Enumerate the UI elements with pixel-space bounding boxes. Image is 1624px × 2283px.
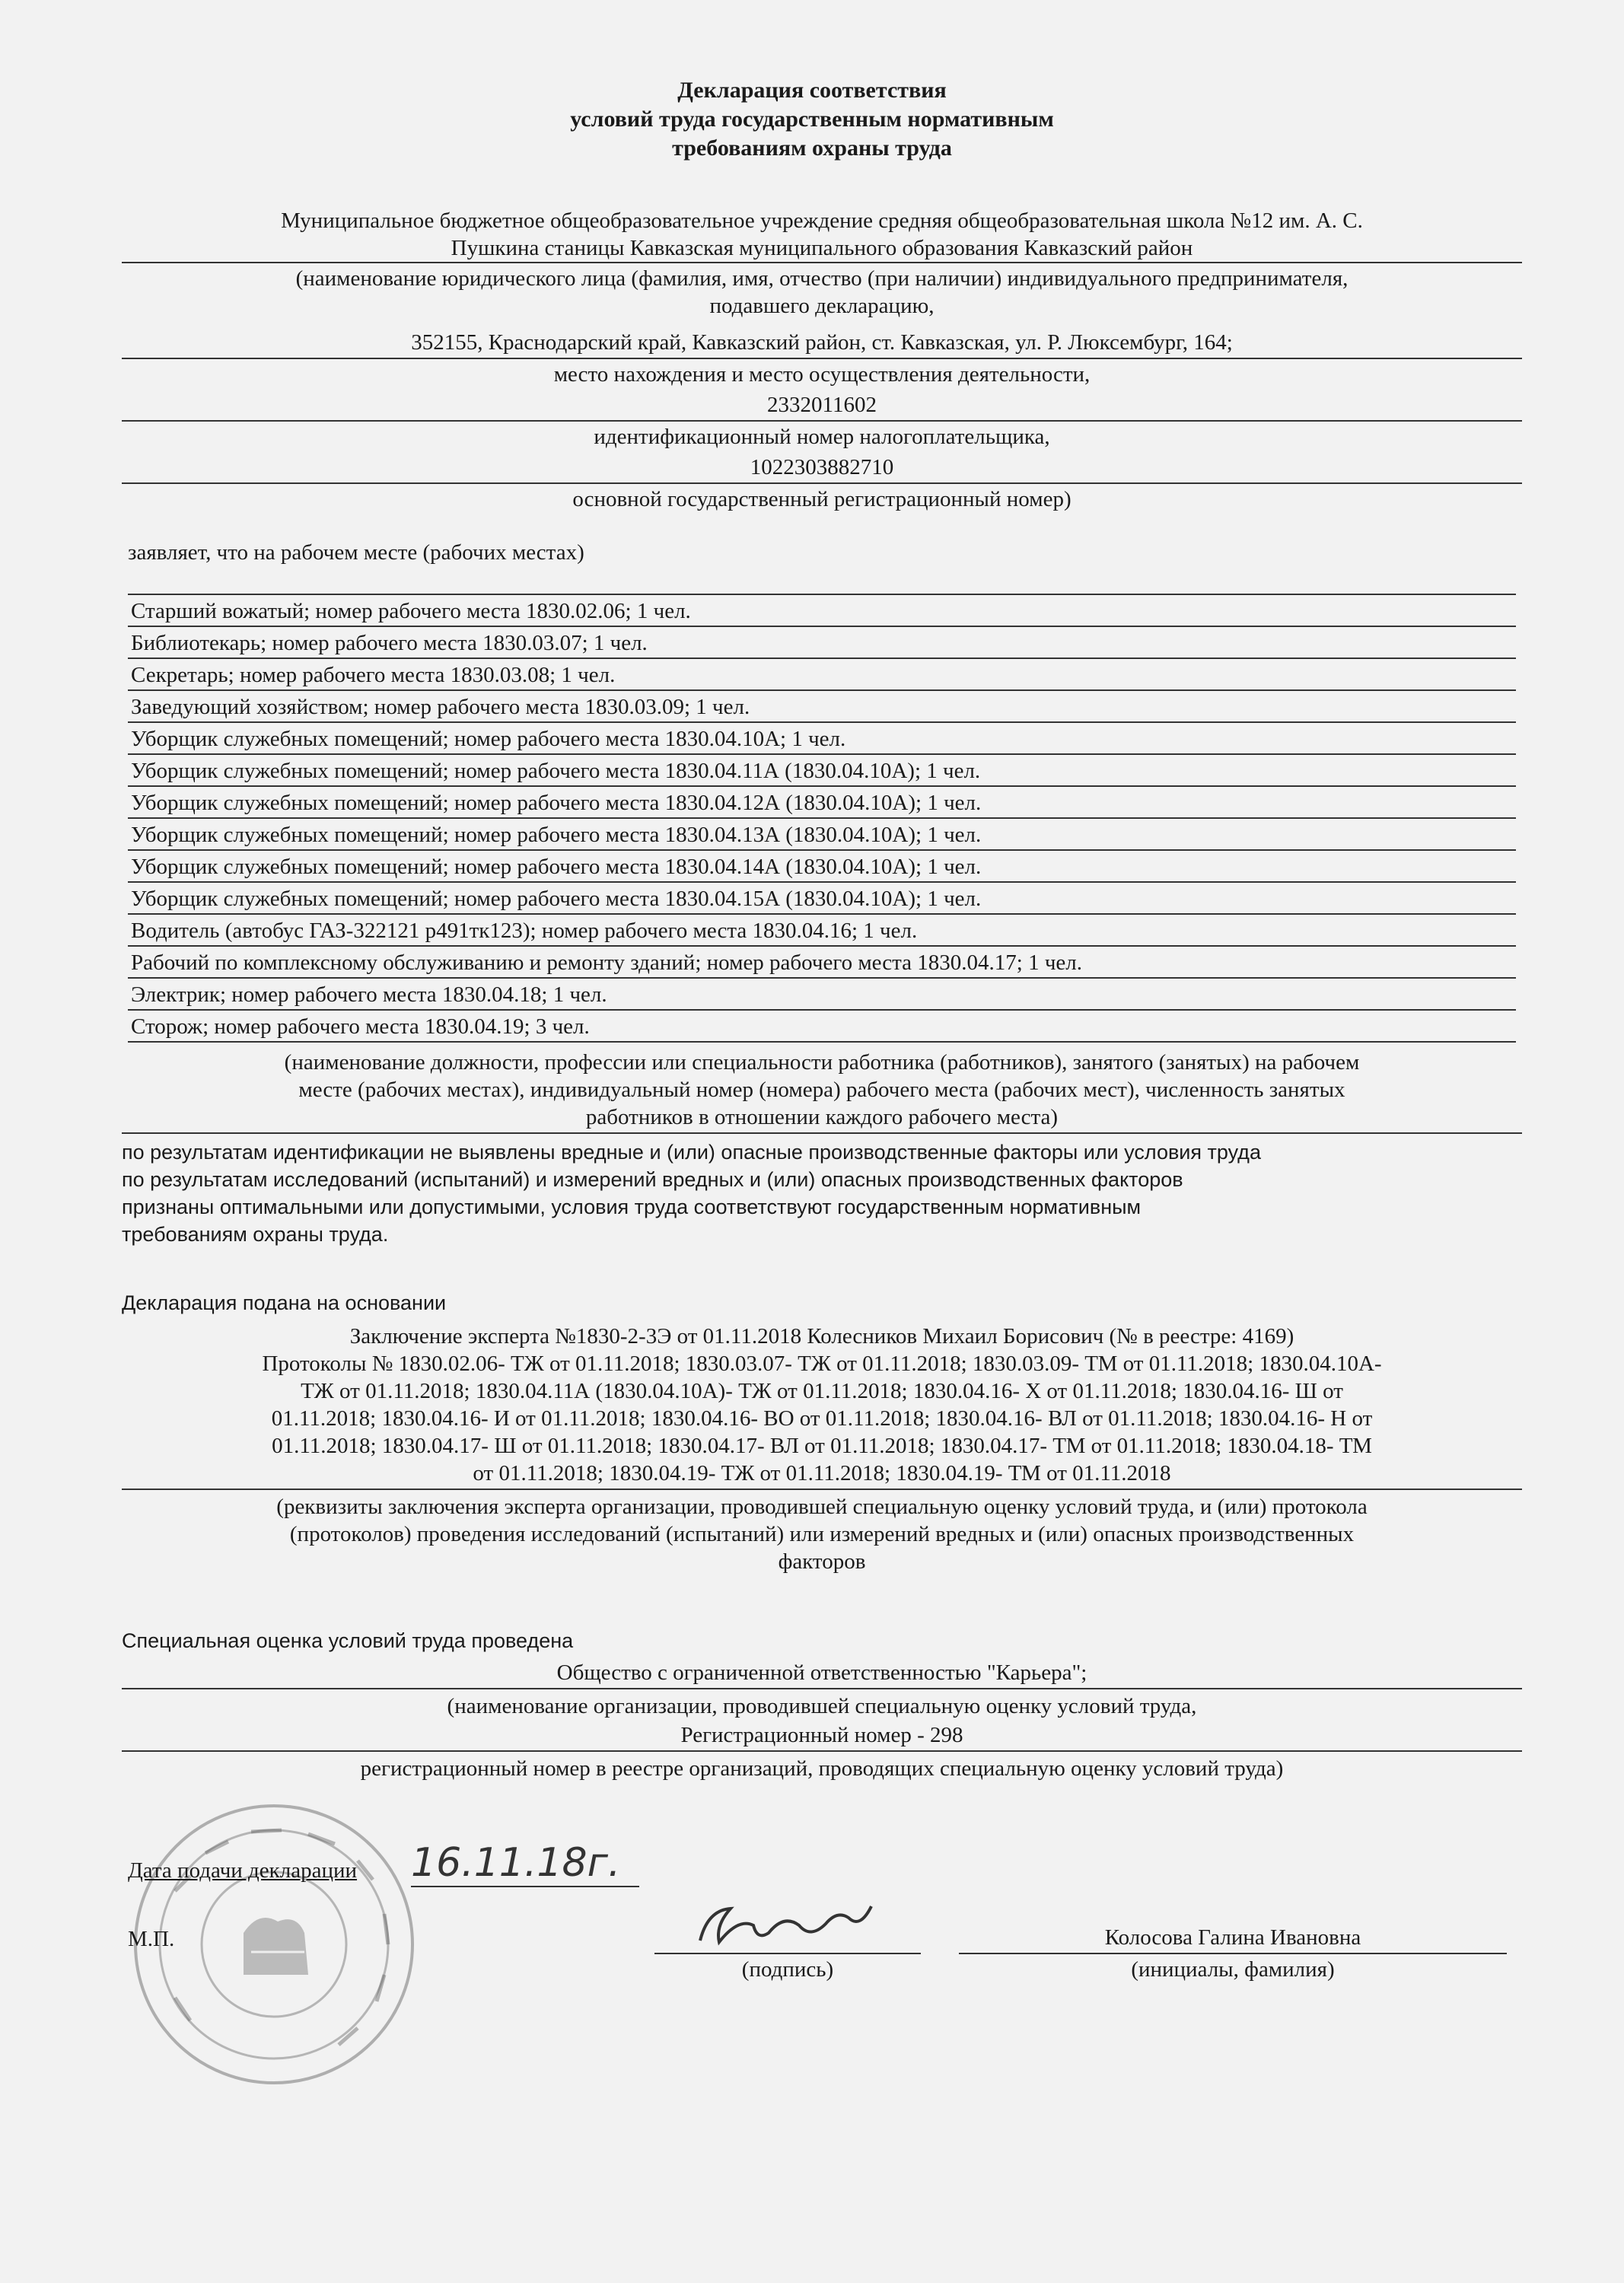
org-ogrn-caption: основной государственный регистрационный номер) (572, 487, 1072, 511)
basis-heading: Декларация подана на основании (122, 1291, 447, 1314)
org-ogrn: 1022303882710 (750, 455, 894, 479)
workplaces-caption-1: (наименование должности, профессии или специальности работника (работников), занятого (занятых) на рабочем (284, 1050, 1360, 1075)
workplace-row: Старший вожатый; номер рабочего места 1830.02.06; 1 чел. (128, 595, 1516, 627)
workplace-row: Сторож; номер рабочего места 1830.04.19; 3 чел. (128, 1011, 1516, 1043)
workplace-row: Уборщик служебных помещений; номер рабочего места 1830.04.11А (1830.04.10А); 1 чел. (128, 755, 1516, 787)
title-line-3: требованиям охраны труда (672, 135, 952, 161)
divider (122, 1688, 1522, 1689)
result-line-1: по результатам идентификации не выявлены вредные и (или) опасные производственные факторы или условия труда (122, 1141, 1261, 1164)
signer-name-caption: (инициалы, фамилия) (1131, 1957, 1335, 1982)
org-address-caption: место нахождения и место осуществления деятельности, (553, 362, 1091, 387)
workplace-row: Уборщик служебных помещений; номер рабочего места 1830.04.10А; 1 чел. (128, 723, 1516, 755)
result-line-4: требованиям охраны труда. (122, 1223, 389, 1246)
divider (122, 262, 1522, 263)
org-name-caption-2: подавшего декларацию, (709, 294, 935, 318)
basis-protocols-1: Протоколы № 1830.02.06- ТЖ от 01.11.2018; 1830.03.07- ТЖ от 01.11.2018; 1830.03.09- ТМ от 01.11.2018; 1830.04.10А- (262, 1352, 1382, 1376)
workplaces-caption-3: работников в отношении каждого рабочего места) (585, 1105, 1059, 1129)
divider (122, 1132, 1522, 1134)
basis-protocols-5: от 01.11.2018; 1830.04.19- ТЖ от 01.11.2018; 1830.04.19- ТМ от 01.11.2018 (473, 1461, 1171, 1485)
assessment-org-caption: (наименование организации, проводившей специальную оценку условий труда, (447, 1694, 1197, 1718)
signer-name: Колосова Галина Ивановна (1104, 1925, 1361, 1950)
workplace-row: Уборщик служебных помещений; номер рабочего места 1830.04.12А (1830.04.10А); 1 чел. (128, 787, 1516, 819)
workplaces-caption-2: месте (рабочих местах), индивидуальный номер (номера) рабочего места (рабочих мест), численность занятых (298, 1078, 1345, 1102)
basis-protocols-3: 01.11.2018; 1830.04.16- И от 01.11.2018; 1830.04.16- ВО от 01.11.2018; 1830.04.16- ВЛ от 01.11.2018; 1830.04.16- Н от (271, 1406, 1373, 1431)
handwritten-signature (685, 1895, 883, 1956)
workplace-row: Уборщик служебных помещений; номер рабочего места 1830.04.14А (1830.04.10А); 1 чел. (128, 851, 1516, 883)
org-inn: 2332011602 (767, 393, 877, 417)
title-line-2: условий труда государственным нормативным (570, 107, 1054, 132)
org-name-line-1: Муниципальное бюджетное общеобразовательное учреждение средняя общеобразовательная школа №12 им. А. С. (281, 209, 1363, 233)
org-address: 352155, Краснодарский край, Кавказский район, ст. Кавказская, ул. Р. Люксембург, 164; (411, 330, 1233, 355)
basis-protocols-4: 01.11.2018; 1830.04.17- Ш от 01.11.2018; 1830.04.17- ВЛ от 01.11.2018; 1830.04.17- ТМ от 01.11.2018; 1830.04.18- ТМ (272, 1434, 1372, 1458)
date-underline (411, 1886, 639, 1887)
document-title (0, 76, 1624, 163)
date-label: Дата подачи декларации (128, 1858, 358, 1883)
basis-caption-3: факторов (778, 1549, 866, 1574)
basis-protocols-2: ТЖ от 01.11.2018; 1830.04.11А (1830.04.10А)- ТЖ от 01.11.2018; 1830.04.16- Х от 01.11.2018; 1830.04.16- Ш от (301, 1379, 1343, 1403)
signature-caption: (подпись) (741, 1957, 834, 1982)
result-line-2: по результатам исследований (испытаний) и измерений вредных и (или) опасных производственных факторов (122, 1168, 1183, 1191)
workplace-row: Заведующий хозяйством; номер рабочего места 1830.03.09; 1 чел. (128, 691, 1516, 723)
basis-expert: Заключение эксперта №1830-2-3Э от 01.11.2018 Колесников Михаил Борисович (№ в реестре: 4169) (349, 1324, 1294, 1348)
divider (122, 1489, 1522, 1490)
declares-text: заявляет, что на рабочем месте (рабочих местах) (128, 540, 584, 565)
assessment-org: Общество с ограниченной ответственностью "Карьера"; (556, 1661, 1087, 1685)
org-name-line-2: Пушкина станицы Кавказская муниципального образования Кавказский район (451, 236, 1193, 260)
signer-name-line (959, 1953, 1507, 1954)
workplace-row: Водитель (автобус ГАЗ-322121 р491тк123); номер рабочего места 1830.04.16; 1 чел. (128, 915, 1516, 947)
divider (122, 482, 1522, 484)
divider (122, 358, 1522, 359)
workplace-row: Уборщик служебных помещений; номер рабочего места 1830.04.13А (1830.04.10А); 1 чел. (128, 819, 1516, 851)
mp-label: М.П. (128, 1927, 175, 1951)
org-inn-caption: идентификационный номер налогоплательщика, (594, 425, 1050, 449)
workplace-row: Библиотекарь; номер рабочего места 1830.03.07; 1 чел. (128, 627, 1516, 659)
workplace-row: Рабочий по комплексному обслуживанию и ремонту зданий; номер рабочего места 1830.04.17; 1 чел. (128, 947, 1516, 979)
title-line-1: Декларация соответствия (677, 78, 947, 103)
date-value: 16.11.18г. (411, 1840, 621, 1886)
assessment-heading: Специальная оценка условий труда проведена (122, 1629, 574, 1652)
basis-caption-2: (протоколов) проведения исследований (испытаний) или измерений вредных и (или) опасных производственных (289, 1522, 1355, 1546)
org-name-caption-1: (наименование юридического лица (фамилия, имя, отчество (при наличии) индивидуального предпринимателя, (295, 266, 1349, 291)
signature-line (654, 1953, 921, 1954)
basis-caption-1: (реквизиты заключения эксперта организации, проводившей специальную оценку условий труда, и (или) протокола (276, 1495, 1368, 1519)
assessment-reg-caption: регистрационный номер в реестре организаций, проводящих специальную оценку условий труда) (360, 1756, 1284, 1781)
workplace-row: Электрик; номер рабочего места 1830.04.18; 1 чел. (128, 979, 1516, 1011)
workplace-row: Уборщик служебных помещений; номер рабочего места 1830.04.15А (1830.04.10А); 1 чел. (128, 883, 1516, 915)
divider (122, 1750, 1522, 1752)
divider (122, 420, 1522, 422)
result-line-3: признаны оптимальными или допустимыми, условия труда соответствуют государственным нормативным (122, 1196, 1142, 1218)
assessment-reg: Регистрационный номер - 298 (680, 1723, 963, 1747)
workplace-row: Секретарь; номер рабочего места 1830.03.08; 1 чел. (128, 659, 1516, 691)
